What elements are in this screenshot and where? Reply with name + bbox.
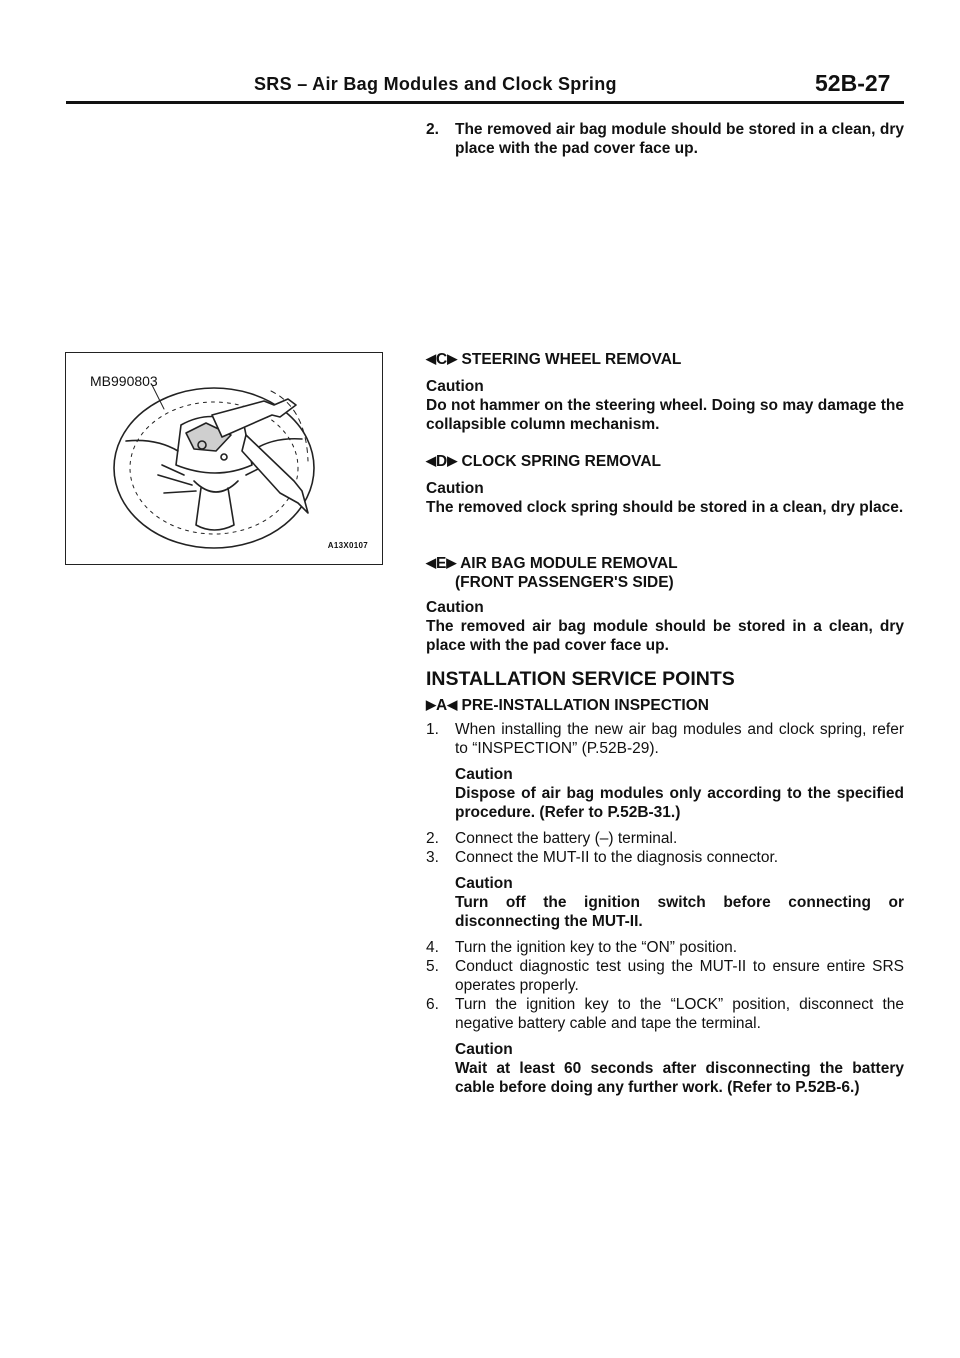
caution-block	[426, 1040, 904, 1097]
special-tool-label: MB990803	[90, 373, 158, 389]
caution-text: Wait at least 60 seconds after disconnecting the battery cable before doing any further work. (Refer to P.52B-6.)	[455, 1060, 904, 1096]
step-text: The removed air bag module should be stored in a clean, dry place with the pad cover face up.	[455, 121, 904, 157]
caution-text: The removed clock spring should be stored in a clean, dry place.	[426, 499, 904, 516]
list-item: 2. Connect the battery (–) terminal.	[426, 830, 678, 847]
list-item: 3. Connect the MUT-II to the diagnosis connector.	[426, 849, 779, 866]
caution-text: Dispose of air bag modules only according to the specified procedure. (Refer to P.52B-31.)	[455, 785, 904, 821]
step-text: Turn the ignition key to the “ON” position.	[455, 939, 738, 956]
caution-block	[426, 874, 904, 931]
caution-label: Caution	[426, 378, 484, 395]
step-text: When installing the new air bag modules and clock spring, refer to “INSPECTION” (P.52B-29).	[455, 721, 904, 757]
header-divider	[66, 101, 904, 104]
caution-label: Caution	[426, 480, 484, 497]
right-arrow-icon: ▶	[447, 453, 458, 468]
section-title: AIR BAG MODULE REMOVAL	[460, 555, 678, 572]
installation-title: INSTALLATION SERVICE POINTS	[426, 668, 735, 690]
list-item: 1. When installing the new air bag modules and clock spring, refer to “INSPECTION” (P.52B-29).	[426, 721, 904, 757]
caution-label: Caution	[426, 599, 484, 616]
section-marker: D	[436, 453, 448, 470]
installation-service-points	[426, 670, 904, 1097]
right-arrow-icon: ▶	[426, 697, 436, 712]
section-title: STEERING WHEEL REMOVAL	[461, 351, 682, 368]
left-arrow-icon: ◀	[426, 555, 436, 570]
section-clock-spring-removal	[426, 451, 904, 517]
subsection-title: PRE-INSTALLATION INSPECTION	[461, 697, 709, 714]
caution-text: The removed air bag module should be stored in a clean, dry place with the pad cover face up.	[426, 618, 904, 654]
section-subtitle: (FRONT PASSENGER'S SIDE)	[455, 574, 674, 591]
caution-text: Turn off the ignition switch before connecting or disconnecting the MUT-II.	[455, 894, 904, 930]
caution-label: Caution	[455, 766, 513, 783]
intro-step	[426, 120, 904, 158]
step-text: Conduct diagnostic test using the MUT-II to ensure entire SRS operates properly.	[455, 958, 904, 994]
step-text: Turn the ignition key to the “LOCK” position, disconnect the negative battery cable and tape the terminal.	[455, 996, 904, 1032]
step-text: Connect the battery (–) terminal.	[455, 830, 678, 847]
right-arrow-icon: ▶	[447, 351, 458, 366]
section-marker: C	[436, 351, 448, 368]
caution-label: Caution	[455, 875, 513, 892]
steering-wheel-figure	[65, 352, 383, 565]
left-arrow-icon: ◀	[447, 697, 458, 712]
left-arrow-icon: ◀	[426, 351, 436, 366]
caution-label: Caution	[455, 1041, 513, 1058]
step-text: Connect the MUT-II to the diagnosis connector.	[455, 849, 779, 866]
list-item: 4. Turn the ignition key to the “ON” position.	[426, 939, 738, 956]
section-steering-wheel-removal	[426, 349, 904, 434]
section-air-bag-module-removal	[426, 553, 904, 655]
section-marker: A	[436, 697, 448, 714]
section-title: CLOCK SPRING REMOVAL	[461, 453, 662, 470]
page-number: 52B-27	[815, 70, 891, 96]
step-number: 2.	[426, 121, 439, 138]
list-item: 5. Conduct diagnostic test using the MUT-II to ensure entire SRS operates properly.	[426, 958, 904, 994]
left-arrow-icon: ◀	[426, 453, 436, 468]
list-item: 6. Turn the ignition key to the “LOCK” position, disconnect the negative battery cable and tape the terminal.	[426, 996, 904, 1032]
header-title: SRS – Air Bag Modules and Clock Spring	[254, 74, 617, 94]
figure-code: A13X0107	[327, 541, 368, 550]
right-arrow-icon: ▶	[446, 555, 457, 570]
caution-text: Do not hammer on the steering wheel. Doing so may damage the collapsible column mechanism.	[426, 397, 904, 433]
section-marker: E	[436, 555, 447, 572]
caution-block	[426, 765, 904, 822]
